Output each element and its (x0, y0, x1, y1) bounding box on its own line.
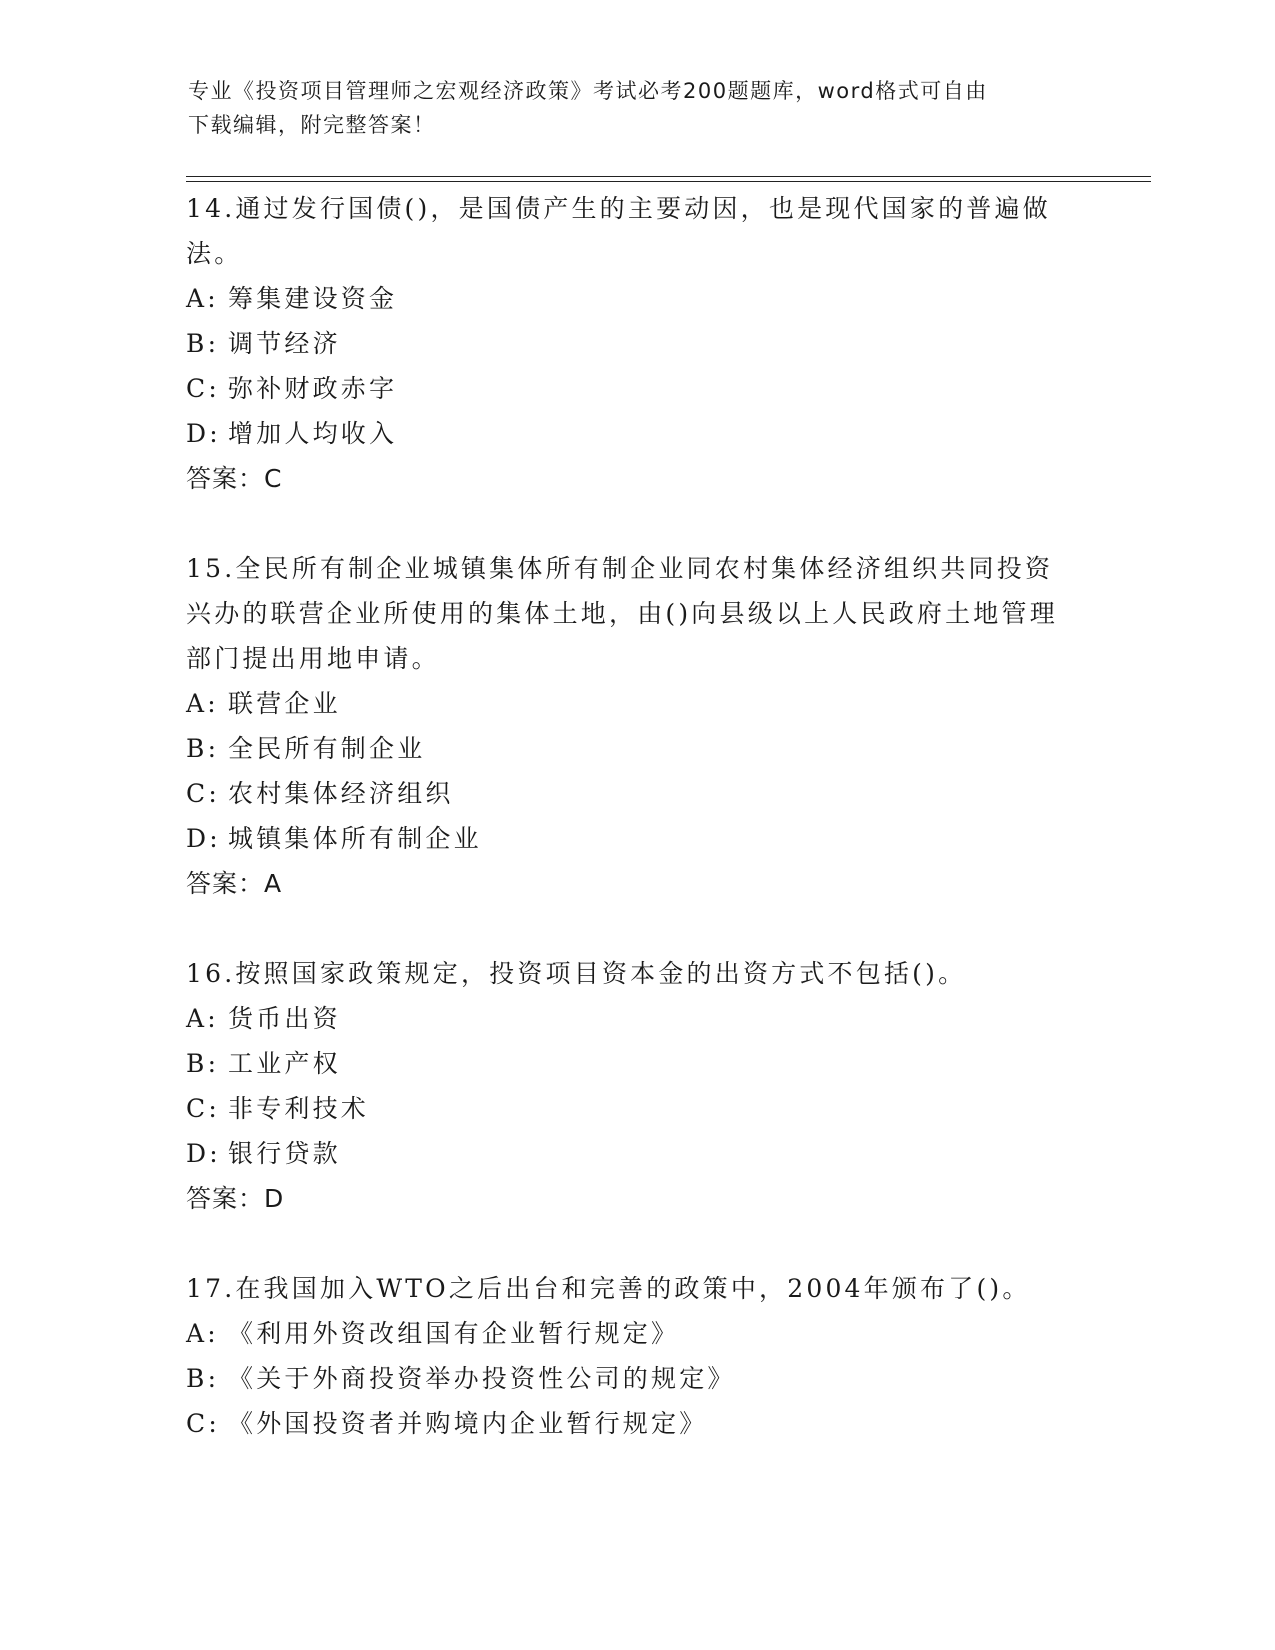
option-letter: B: (186, 734, 220, 763)
option-text: 《外国投资者并购境内企业暂行规定》 (228, 1409, 708, 1438)
option-letter: D: (186, 1139, 221, 1168)
option-a (186, 276, 1066, 321)
question-list (186, 186, 1066, 1446)
question-text: 17.在我国加入WTO之后出台和完善的政策中，2004年颁布了()。 (186, 1274, 1031, 1303)
option-d (186, 816, 1066, 861)
option-letter: B: (186, 1049, 220, 1078)
option-letter: C: (186, 779, 220, 808)
header-line-2: 下载编辑，附完整答案！ (188, 113, 436, 137)
option-text: 工业产权 (228, 1049, 341, 1078)
option-text: 弥补财政赤字 (228, 374, 398, 403)
option-text: 货币出资 (228, 1004, 341, 1033)
option-a (186, 1311, 1066, 1356)
question-14 (186, 186, 1066, 501)
option-d (186, 411, 1066, 456)
question-text: 14.通过发行国债()，是国债产生的主要动因，也是现代国家的普遍做法。 (186, 194, 1051, 268)
answer-line: 答案：D (186, 1184, 285, 1213)
option-a (186, 681, 1066, 726)
document-header (188, 74, 1068, 142)
question-16 (186, 951, 1066, 1221)
question-spacer (186, 1221, 1066, 1266)
option-text: 筹集建设资金 (228, 284, 398, 313)
option-text: 城镇集体所有制企业 (228, 824, 482, 853)
option-letter: B: (186, 329, 220, 358)
answer-line: 答案：C (186, 464, 283, 493)
option-text: 增加人均收入 (228, 419, 398, 448)
option-letter: C: (186, 1409, 220, 1438)
question-15 (186, 546, 1066, 906)
question-17 (186, 1266, 1066, 1446)
header-divider-bottom (186, 181, 1151, 182)
option-b (186, 321, 1066, 366)
option-text: 全民所有制企业 (228, 734, 426, 763)
option-text: 联营企业 (228, 689, 341, 718)
option-letter: A: (186, 1319, 219, 1348)
option-b (186, 1041, 1066, 1086)
question-text: 16.按照国家政策规定，投资项目资本金的出资方式不包括()。 (186, 959, 967, 988)
option-letter: C: (186, 1094, 220, 1123)
option-letter: A: (186, 284, 219, 313)
question-text: 15.全民所有制企业城镇集体所有制企业同农村集体经济组织共同投资兴办的联营企业所使用的集体土地，由()向县级以上人民政府土地管理部门提出用地申请。 (186, 554, 1058, 673)
question-spacer (186, 906, 1066, 951)
option-letter: D: (186, 419, 221, 448)
option-b (186, 726, 1066, 771)
option-letter: A: (186, 689, 219, 718)
option-letter: C: (186, 374, 220, 403)
option-b (186, 1356, 1066, 1401)
header-line-1: 专业《投资项目管理师之宏观经济政策》考试必考200题题库，word格式可自由 (188, 79, 988, 103)
option-d (186, 1131, 1066, 1176)
option-c (186, 1401, 1066, 1446)
question-spacer (186, 501, 1066, 546)
option-text: 银行贷款 (228, 1139, 341, 1168)
option-letter: D: (186, 824, 221, 853)
option-c (186, 366, 1066, 411)
option-text: 非专利技术 (228, 1094, 370, 1123)
option-c (186, 771, 1066, 816)
option-letter: A: (186, 1004, 219, 1033)
option-text: 调节经济 (228, 329, 341, 358)
header-divider-top (186, 176, 1151, 177)
option-text: 《利用外资改组国有企业暂行规定》 (228, 1319, 680, 1348)
option-a (186, 996, 1066, 1041)
option-text: 《关于外商投资举办投资性公司的规定》 (228, 1364, 736, 1393)
option-letter: B: (186, 1364, 220, 1393)
option-text: 农村集体经济组织 (228, 779, 454, 808)
answer-line: 答案：A (186, 869, 283, 898)
option-c (186, 1086, 1066, 1131)
